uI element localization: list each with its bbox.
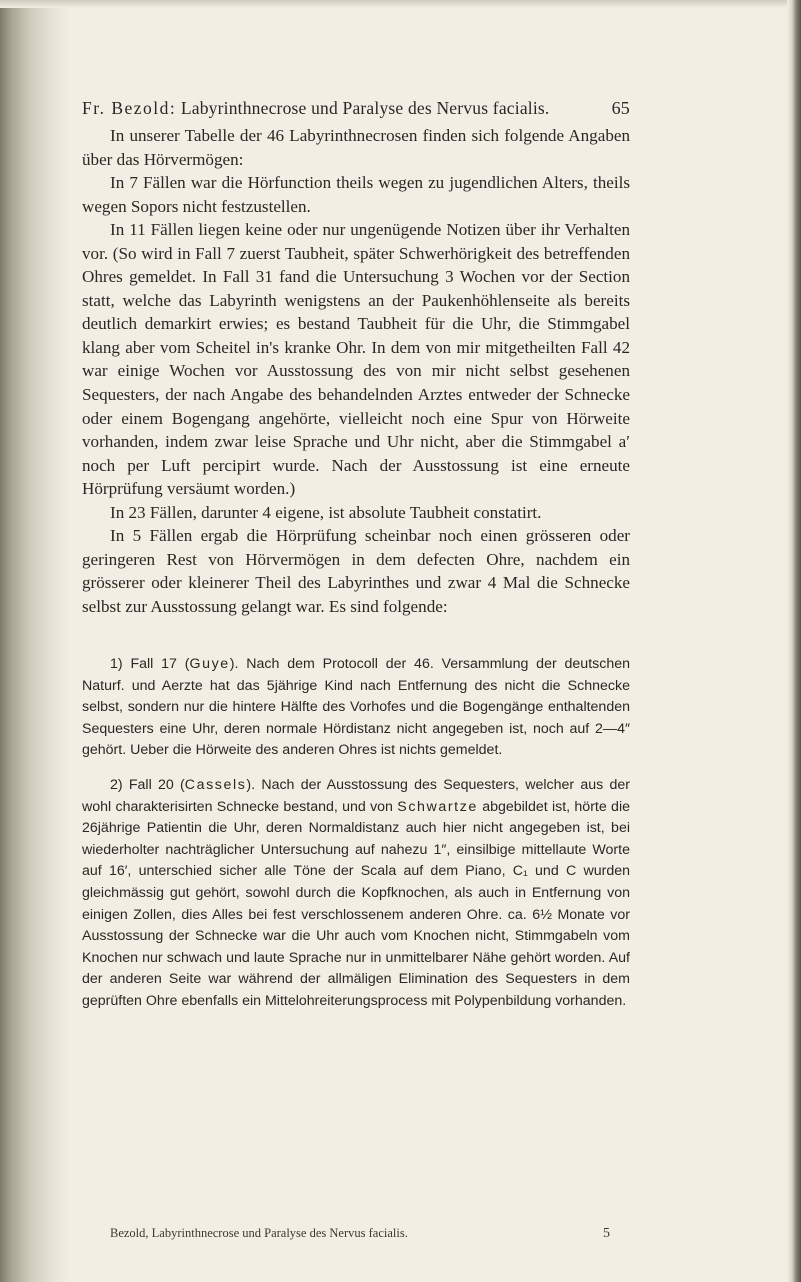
page-right-edge <box>787 0 801 1282</box>
case-list <box>82 654 630 1013</box>
footer-text: Bezold, Labyrinthnecrose und Paralyse des Nervus facialis. <box>110 1226 408 1240</box>
case-item <box>82 654 630 762</box>
case-intro: 2) Fall 20 ( <box>110 776 185 793</box>
signature-mark: 5 <box>603 1226 610 1241</box>
page-top-edge <box>0 0 801 8</box>
paragraph: In unserer Tabelle der 46 Labyrinthnecrosen finden sich folgende Angaben über das Hörvermögen: <box>82 126 630 169</box>
paragraph: In 23 Fällen, darunter 4 eigene, ist absolute Taubheit constatirt. <box>110 502 542 522</box>
binding-gutter <box>0 0 70 1282</box>
case-item <box>82 775 630 1013</box>
paragraph: In 7 Fällen war die Hörfunction theils wegen zu jugendlichen Alters, theils wegen Sopors nicht festzustellen. <box>82 173 630 216</box>
case-text: ). Nach dem Protocoll der 46. Versammlung der deutschen Naturf. und Aerzte hat das 5jährige Kind nach Entfernung des nicht die Schnecke selbst, sondern nur die hintere Hälfte des Vorhofes und die Bogengänge enthaltenden Sequesters eine Uhr, deren normale Hördistanz nicht angegeben ist, noch auf 2—4″ gehört. Ueber die Hörweite des anderen Ohres ist nichts gemeldet. <box>82 656 630 759</box>
header-title: Labyrinthnecrose und Paralyse des Nervus facialis. <box>180 98 550 118</box>
case-author: Guye <box>189 656 230 672</box>
case-author: Cassels <box>184 776 247 793</box>
body-text <box>82 124 630 618</box>
case-text: abgebildet ist, hörte die 26jährige Patientin die Uhr, deren Normaldistanz auch hier nicht angegeben ist, bei wiederholter nachträglicher Untersuchung auf nahezu 1″, einsilbige mittellaute Worte auf 16′, unterschied sicher alle Töne der Scala auf dem Piano, C₁ und C wurden gleichmässig gut gehört, sowohl durch die Kopfknochen, als auch in Entfernung von einigen Zollen, dies Alles bei fest verschlossenem anderen Ohre. ca. 6½ Monate vor Ausstossung der Schnecke war die Uhr auch vom Knochen nicht, Stimmgabeln vom Knochen nur schwach und laute Sprache nur in unmittelbarer Nähe gehört worden. Auf der anderen Seite war während der allmäligen Elimination des Sequesters in dem geprüften Ohre ebenfalls ein Mittelohreiterungsprocess mit Polypenbildung vorhanden. <box>82 798 630 1009</box>
case-text: ). Nach der Ausstossung des Sequesters, welcher aus der wohl charakterisirten Schnecke bestand, und von <box>82 776 630 815</box>
signature-line <box>110 1226 610 1241</box>
page-number: 65 <box>611 98 630 118</box>
paragraph: In 5 Fällen ergab die Hörprüfung scheinbar noch einen grösseren oder geringeren Rest von Hörvermögen in dem defecten Ohre, nachdem ein grösserer oder kleinerer Theil des Labyrinthes und zwar 4 Mal die Schnecke selbst zur Ausstossung gelangt war. Es sind folgende: <box>82 526 630 616</box>
case-intro: 1) Fall 17 ( <box>110 656 190 672</box>
case-author: Schwartze <box>397 798 478 815</box>
header-author: Fr. Bezold: <box>82 98 177 118</box>
running-head <box>82 98 630 119</box>
paragraph: In 11 Fällen liegen keine oder nur ungenügende Notizen über ihr Verhalten vor. (So wird in Fall 7 zuerst Taubheit, später Schwerhörigkeit des betreffenden Ohres gemeldet. In Fall 31 fand die Untersuchung 3 Wochen vor der Section statt, welche das Labyrinth wenigstens an der Paukenhöhlenseite als bereits deutlich demarkirt erwies; es bestand Taubheit für die Uhr, die Stimmgabel klang aber vom Scheitel in's kranke Ohr. In dem von mir mitgetheilten Fall 42 war einige Wochen vor Ausstossung des von mir nicht selbst gesehenen Sequesters, der nach Angabe des behandelnden Arztes entweder der Schnecke oder einem Bogengang angehörte, vielleicht noch eine Spur von Hörweite vorhanden, indem zwar leise Sprache und Uhr nicht, aber die Stimmgabel a′ noch per Luft percipirt wurde. Nach der Ausstossung ist eine erneute Hörprüfung versäumt worden.) <box>82 220 630 499</box>
